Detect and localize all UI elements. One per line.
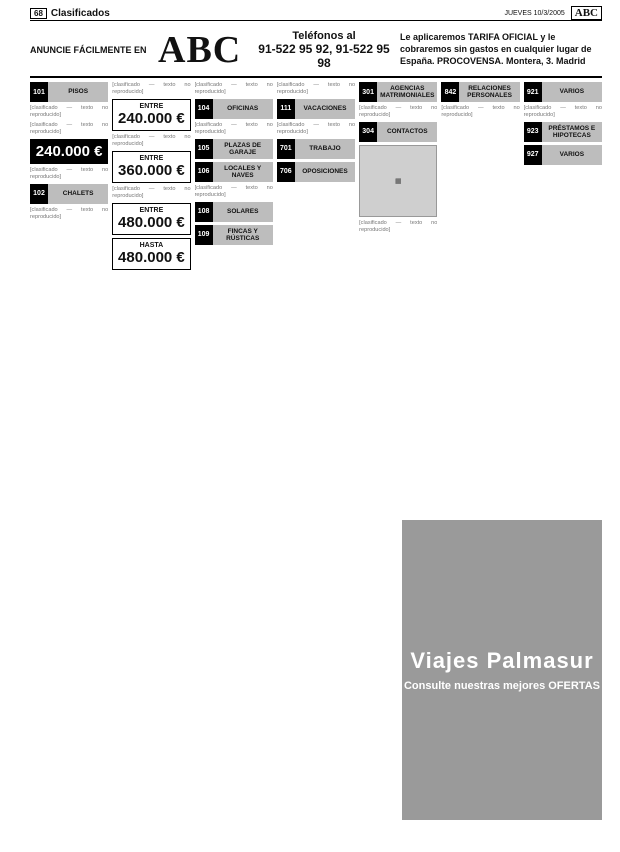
classified-ad: [clasificado — texto no reproducido] xyxy=(276,82,356,95)
classified-ad: [clasificado — texto no reproducido] xyxy=(359,219,438,233)
column-1 xyxy=(30,82,108,834)
classified-ad: [clasificado — texto no reproducido] xyxy=(194,184,273,198)
classified-ad: [clasificado — texto no reproducido] xyxy=(112,133,191,147)
classified-ad: [clasificado — texto no reproducido] xyxy=(194,121,273,135)
classified-ad: [clasificado — texto no reproducido] xyxy=(30,206,109,220)
issue-date: JUEVES 10/3/2005 xyxy=(504,9,565,17)
masthead-promo: Le aplicaremos TARIFA OFICIAL y le cobraremos sin gastos en cualquier lugar de España. PROCOVENSA. Montera, 3. Madrid xyxy=(400,32,592,66)
masthead xyxy=(30,24,602,78)
section-header: 921 VARIOS xyxy=(524,82,602,102)
price-box: 240.000 € xyxy=(30,139,108,164)
page-header xyxy=(30,6,602,21)
classified-ad: [clasificado — texto no reproducido] xyxy=(30,105,109,118)
section-header: 108 SOLARES xyxy=(195,202,273,222)
price-box: ENTRE 360.000 € xyxy=(112,151,190,183)
price-box: ENTRE 240.000 € xyxy=(112,99,190,131)
contact-ad-image: ▦ xyxy=(359,145,437,217)
section-header: 105 PLAZAS DE GARAJE xyxy=(195,139,273,159)
classified-ad: [clasificado — texto no reproducido] xyxy=(112,82,191,95)
section-header: 701 TRABAJO xyxy=(277,139,355,159)
classified-ad: [clasificado — texto no reproducido] xyxy=(30,121,109,135)
masthead-tagline: ANUNCIE FÁCILMENTE EN xyxy=(30,44,147,55)
section-header: 842 RELACIONES PERSONALES xyxy=(441,82,519,102)
section-header: 927 VARIOS xyxy=(524,145,602,165)
classified-ad: [clasificado — texto no reproducido] xyxy=(359,105,438,118)
section-header: 923 PRÉSTAMOS E HIPOTECAS xyxy=(524,122,602,142)
section-header: 111 VACACIONES xyxy=(277,99,355,119)
banner-line: Consulte nuestras mejores OFERTAS xyxy=(403,680,600,692)
masthead-logo: ABC xyxy=(158,29,242,71)
brand-logo: ABC xyxy=(571,6,602,20)
section-header: 706 OPOSICIONES xyxy=(277,162,355,182)
classified-ad: [clasificado — texto no reproducido] xyxy=(194,82,273,95)
price-box: ENTRE 480.000 € xyxy=(112,203,190,235)
section-name: Clasificados xyxy=(50,7,110,19)
section-header: 304 CONTACTOS xyxy=(359,122,437,142)
banner-title: Viajes Palmasur xyxy=(410,648,594,673)
section-header: 104 OFICINAS xyxy=(195,99,273,119)
price-box: HASTA 480.000 € xyxy=(112,238,190,270)
section-header: 301 AGENCIAS MATRIMONIALES xyxy=(359,82,437,102)
phones-numbers: 91-522 95 92, 91-522 95 98 xyxy=(258,42,390,70)
column-3 xyxy=(195,82,273,834)
column-4 xyxy=(277,82,355,834)
column-2 xyxy=(112,82,190,834)
masthead-phones xyxy=(254,30,394,70)
section-header: 109 FINCAS Y RÚSTICAS xyxy=(195,225,273,245)
classified-ad: [clasificado — texto no reproducido] xyxy=(276,121,356,135)
section-header: 102 CHALETS xyxy=(30,184,108,204)
phones-label: Teléfonos al xyxy=(292,30,356,42)
section-header: 101 PISOS xyxy=(30,82,108,102)
classified-ad: [clasificado — texto no reproducido] xyxy=(441,105,520,118)
classified-ad: [clasificado — texto no reproducido] xyxy=(523,105,602,118)
travel-agency-banner xyxy=(402,520,602,820)
classified-ad: [clasificado — texto no reproducido] xyxy=(30,166,109,180)
page-number: 68 xyxy=(30,8,47,19)
classified-ad: [clasificado — texto no reproducido] xyxy=(112,185,191,199)
section-header: 106 LOCALES Y NAVES xyxy=(195,162,273,182)
